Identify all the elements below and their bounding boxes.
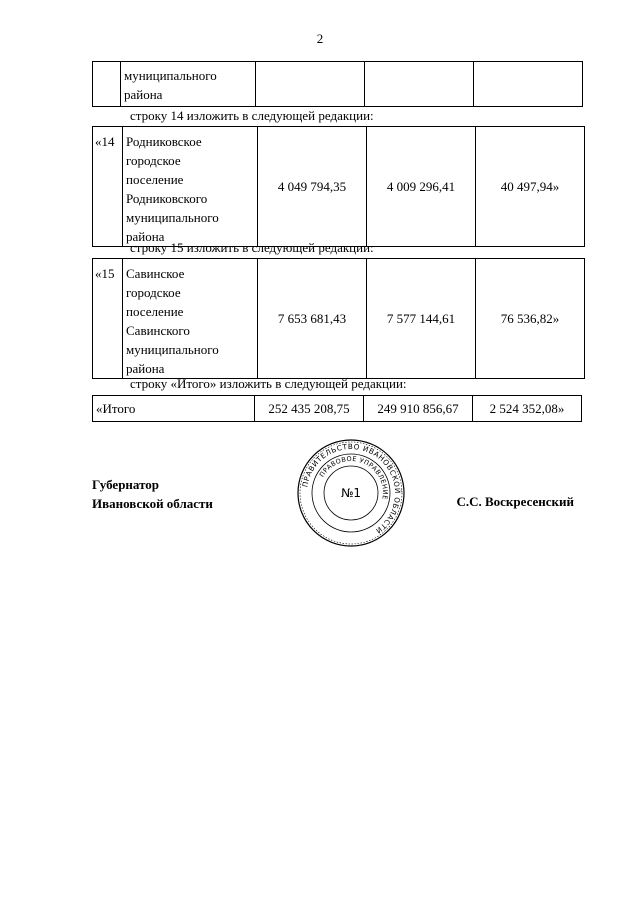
name-line: района [126,361,165,376]
table-row [93,127,585,247]
signature-title-line: Губернатор [92,477,160,492]
table-cell-name [121,62,256,107]
name-line: Родниковское [126,134,202,149]
name-line: Родниковского [126,191,208,206]
table-cell-value-2: 7 577 144,61 [367,259,476,379]
table-continuation [92,61,583,107]
page-number: 2 [316,31,324,46]
signature-title-line: Ивановской области [92,496,213,511]
total-value-1: 252 435 208,75 [255,396,364,422]
table-cell-value [365,62,474,107]
seal-center-text: №1 [340,486,362,500]
name-line: Савинское [126,266,185,281]
table-row15 [92,258,585,379]
table-cell-num [93,62,121,107]
table-cell-value-3: 40 497,94» [476,127,585,247]
table-row14 [92,126,585,247]
table-row [93,62,583,107]
table-cell-value-2: 4 009 296,41 [367,127,476,247]
row-number: «14 [93,127,123,247]
instruction-row14: строку 14 изложить в следующей редакции: [130,108,374,123]
official-seal [296,438,406,548]
name-line: поселение [126,304,184,319]
name-line: поселение [126,172,184,187]
total-value-2: 249 910 856,67 [364,396,473,422]
name-line: района [126,229,165,244]
table-cell-value-3: 76 536,82» [476,259,585,379]
row-number: «15 [93,259,123,379]
total-value-3: 2 524 352,08» [473,396,582,422]
table-row [93,259,585,379]
instruction-row15: строку 15 изложить в следующей редакции: [130,240,374,255]
table-cell-name [123,127,258,247]
signer-name: С.С. Воскресенский [456,494,574,509]
name-line: городское [126,153,181,168]
instruction-total: строку «Итого» изложить в следующей редакции: [130,376,407,391]
table-cell-name [123,259,258,379]
table-cell-value-1: 4 049 794,35 [258,127,367,247]
name-line: муниципального [124,68,217,83]
name-line: района [124,87,163,102]
name-line: городское [126,285,181,300]
seal-outer-text: ПРАВИТЕЛЬСТВО ИВАНОВСКОЙ ОБЛАСТИ [300,441,403,536]
table-total [92,395,582,422]
table-cell-value-1: 7 653 681,43 [258,259,367,379]
name-line: муниципального [126,342,219,357]
table-row [93,396,582,422]
signature-title [92,475,213,513]
total-label: «Итого [93,396,255,422]
seal-inner-text: ПРАВОВОЕ УПРАВЛЕНИЕ [317,454,390,501]
table-cell-value [256,62,365,107]
table-cell-value [474,62,583,107]
name-line: Савинского [126,323,190,338]
name-line: муниципального [126,210,219,225]
